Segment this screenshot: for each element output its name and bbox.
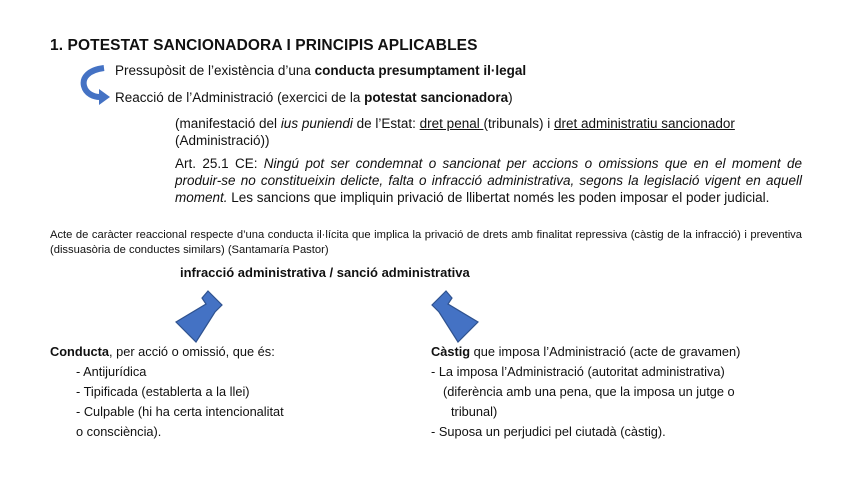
castig-label: Càstig bbox=[431, 344, 471, 359]
manifest-text-2: de l’Estat: bbox=[352, 116, 420, 131]
article-sanctions: Les sancions que impliquin privació de llibertat només les poden imposar el poder judicial. bbox=[227, 190, 770, 205]
manifestation-paragraph bbox=[175, 115, 805, 149]
premise-line bbox=[115, 62, 526, 79]
list-item: (diferència amb una pena, que la imposa un jutge o bbox=[443, 384, 735, 399]
list-item: - Antijurídica bbox=[76, 364, 147, 379]
definition-note: Acte de caràcter reaccional respecte d’una conducta il·lícita que implica la privació de drets amb finalitat repressiva (càstig de la infracció) i preventiva (dissuasòria de conductes similars) (Santamaría Pastor) bbox=[50, 229, 802, 256]
left-column bbox=[50, 343, 410, 440]
list-item: - Tipificada (establerta a la llei) bbox=[76, 384, 250, 399]
manifest-text-3: (tribunals) i bbox=[483, 116, 554, 131]
list-item: o consciència). bbox=[76, 424, 162, 439]
right-heading bbox=[431, 343, 831, 360]
ius-puniendi: ius puniendi bbox=[280, 116, 353, 131]
list-item: - Culpable (hi ha certa intencionalitat bbox=[76, 404, 284, 419]
reaction-close: ) bbox=[508, 90, 513, 105]
left-heading bbox=[50, 343, 410, 360]
article-quote: Ningú pot ser condemnat o sancionat per accions o omissions que en el moment de produir-se no constitueixin delicte, falta o infracció administrativa, segons la legislació vigent en aquell moment. bbox=[175, 156, 802, 205]
dret-penal: dret penal bbox=[419, 116, 484, 131]
curved-arrow-icon bbox=[80, 64, 114, 106]
down-arrow-icon bbox=[428, 288, 488, 346]
article-25-1 bbox=[175, 155, 802, 206]
reaction-bold: potestat sancionadora bbox=[364, 90, 509, 105]
page-title: 1. POTESTAT SANCIONADORA I PRINCIPIS APLICABLES bbox=[50, 37, 478, 54]
reaction-line bbox=[115, 89, 513, 106]
list-item: - Suposa un perjudici pel ciutadà (càstig). bbox=[431, 424, 666, 439]
down-arrow-icon bbox=[172, 288, 232, 346]
article-label: Art. 25.1 CE: bbox=[175, 156, 264, 171]
premise-text: Pressupòsit de l’existència d’una bbox=[115, 63, 315, 78]
right-heading-rest: que imposa l’Administració (acte de gravamen) bbox=[470, 344, 741, 359]
manifest-line-2: (Administració)) bbox=[175, 133, 270, 148]
manifest-text-1: (manifestació del bbox=[175, 116, 281, 131]
left-heading-rest: , per acció o omissió, que és: bbox=[109, 344, 275, 359]
list-item: - La imposa l’Administració (autoritat administrativa) bbox=[431, 364, 725, 379]
premise-bold: conducta presumptament il·legal bbox=[314, 63, 527, 78]
right-column bbox=[431, 343, 831, 440]
list-item: tribunal) bbox=[451, 404, 498, 419]
conducta-label: Conducta bbox=[50, 344, 110, 359]
reaction-text: Reacció de l’Administració (exercici de la bbox=[115, 90, 365, 105]
dret-administratiu: dret administratiu sancionador bbox=[554, 116, 735, 131]
pair-title: infracció administrativa / sanció administrativa bbox=[180, 265, 470, 280]
